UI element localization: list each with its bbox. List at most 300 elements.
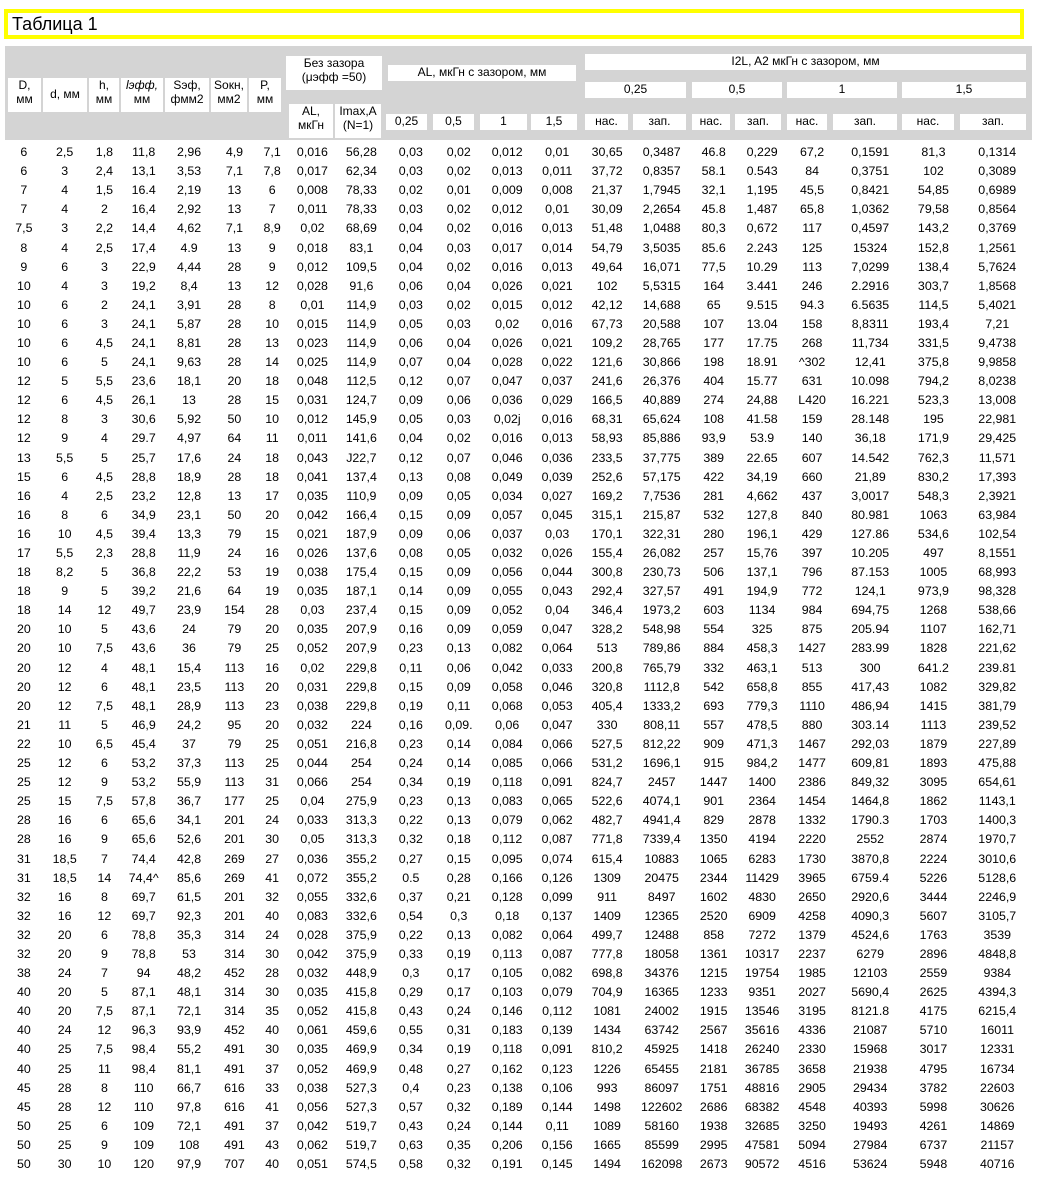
table-cell: 16.221 <box>851 393 890 408</box>
table-cell: 0,23 <box>398 641 423 656</box>
table-cell: 30 <box>57 1157 72 1172</box>
table-cell: 6 <box>20 164 28 179</box>
table-cell: 113 <box>802 259 822 274</box>
table-cell: 0,072 <box>296 870 328 885</box>
table-cell: 0,02 <box>446 259 471 274</box>
table-cell: 0,052 <box>296 1061 328 1076</box>
table-cell: 4941,4 <box>642 813 681 828</box>
table-cell: 1665 <box>593 1137 621 1152</box>
table-cell: 268 <box>801 335 823 350</box>
table-cell: 0,023 <box>296 335 328 350</box>
table-cell: 0,05 <box>398 412 423 427</box>
table-cell: 166,4 <box>345 507 377 522</box>
table-cell: 2567 <box>699 1023 728 1038</box>
table-cell: 1467 <box>798 736 826 751</box>
table-cell: 187,9 <box>345 526 377 541</box>
table-cell: 660 <box>801 469 823 484</box>
table-cell: 85,6 <box>176 870 202 885</box>
table-row <box>5 639 1032 658</box>
table-cell: 0,016 <box>491 259 523 274</box>
table-cell: 0,145 <box>541 1157 573 1172</box>
table-cell: 4 <box>100 660 108 675</box>
table-row <box>5 525 1032 544</box>
table-cell: 141,6 <box>345 431 377 446</box>
table-cell: 519,7 <box>345 1137 377 1152</box>
table-cell: 114,9 <box>346 297 377 312</box>
table-cell: 22,981 <box>978 412 1017 427</box>
table-cell: 72,1 <box>176 1118 202 1133</box>
table-cell: 0,139 <box>541 1023 573 1038</box>
table-cell: 0,04 <box>545 603 570 618</box>
table-cell: 0,32 <box>446 1157 471 1172</box>
table-cell: 5,7624 <box>978 259 1017 274</box>
table-cell: 1879 <box>919 736 948 751</box>
table-cell: 0,8421 <box>851 183 890 198</box>
table-cell: 18.91 <box>746 355 778 370</box>
table-cell: 114,9 <box>346 316 377 331</box>
table-cell: 164 <box>703 278 725 293</box>
table-cell: 54,85 <box>917 183 949 198</box>
table-cell: 0,1314 <box>978 145 1017 160</box>
table-cell: 0,041 <box>296 469 328 484</box>
table-cell: 80,3 <box>701 221 726 236</box>
table-cell: 0,064 <box>541 927 573 942</box>
table-cell: 205.94 <box>851 622 890 637</box>
table-cell: 10 <box>57 526 72 541</box>
table-cell: 20 <box>16 622 31 637</box>
table-cell: 4830 <box>748 889 776 904</box>
table-cell: 10 <box>16 355 31 370</box>
table-cell: 452 <box>224 966 245 981</box>
table-cell: 12,41 <box>854 355 886 370</box>
table-row <box>5 830 1032 849</box>
table-cell: 4548 <box>798 1099 826 1114</box>
table-cell: 0,02 <box>300 660 325 675</box>
table-cell: 0,3487 <box>642 145 681 160</box>
table-cell: 3,91 <box>176 297 202 312</box>
table-cell: 14 <box>57 603 72 618</box>
table-cell: 2 <box>100 202 108 217</box>
table-cell: 207,9 <box>345 622 377 637</box>
table-cell: 0,016 <box>541 412 573 427</box>
header-zap-4: зап. <box>960 114 1026 130</box>
table-cell: 95 <box>227 717 242 732</box>
table-cell: 0,11 <box>399 660 423 675</box>
table-cell: 452 <box>224 1023 245 1038</box>
table-cell: 0,55 <box>398 1023 423 1038</box>
table-cell: 0,106 <box>541 1080 573 1095</box>
table-cell: 331,5 <box>917 335 949 350</box>
table-cell: 28 <box>16 813 31 828</box>
table-cell: 0,052 <box>296 641 328 656</box>
table-cell: 4175 <box>919 1004 948 1019</box>
table-cell: 87.153 <box>851 565 890 580</box>
table-cell: 11,571 <box>978 450 1016 465</box>
table-cell: 1498 <box>593 1099 621 1114</box>
table-cell: 0,105 <box>491 966 523 981</box>
table-cell: 0,112 <box>492 832 523 847</box>
table-cell: 0,083 <box>296 908 328 923</box>
table-cell: 0,079 <box>541 985 573 1000</box>
table-cell: 27 <box>265 851 280 866</box>
table-cell: 355,2 <box>345 851 377 866</box>
table-cell: 87,1 <box>131 985 156 1000</box>
table-cell: 5 <box>100 985 108 1000</box>
table-cell: 28 <box>227 297 242 312</box>
table-cell: 2995 <box>699 1137 728 1152</box>
table-cell: 0,191 <box>491 1157 523 1172</box>
table-cell: 269 <box>224 851 245 866</box>
table-cell: L420 <box>798 393 826 408</box>
table-cell: 10.098 <box>851 374 890 389</box>
table-cell: 0,026 <box>491 278 523 293</box>
table-cell: 37,3 <box>176 756 202 771</box>
table-cell: 84 <box>805 164 819 179</box>
table-cell: 2344 <box>699 870 728 885</box>
table-cell: 15 <box>16 469 31 484</box>
table-cell: 292,03 <box>851 736 890 751</box>
table-cell: 1703 <box>919 813 948 828</box>
table-cell: 7 <box>268 202 276 217</box>
table-cell: 108 <box>178 1137 200 1152</box>
table-cell: 45.8 <box>701 202 726 217</box>
table-cell: 1143,1 <box>978 794 1016 809</box>
table-cell: 25,7 <box>131 450 156 465</box>
table-cell: 28.148 <box>851 412 890 427</box>
table-cell: 4258 <box>798 908 826 923</box>
table-row <box>5 181 1032 200</box>
table-cell: 9 <box>100 1137 108 1152</box>
table-cell: 0,038 <box>296 698 328 713</box>
table-cell: 0,17 <box>446 966 471 981</box>
table-cell: 0,01 <box>446 183 471 198</box>
table-cell: 2,3921 <box>978 488 1017 503</box>
table-cell: 32,1 <box>701 183 726 198</box>
table-cell: 0,018 <box>296 240 328 255</box>
table-cell: 0,166 <box>491 870 523 885</box>
table-cell: 41 <box>265 870 280 885</box>
table-cell: 0,33 <box>398 946 423 961</box>
table-cell: 12 <box>16 374 31 389</box>
table-cell: 1447 <box>699 775 728 790</box>
table-cell: 16 <box>16 526 31 541</box>
table-row <box>5 1002 1032 1021</box>
header-il-gap-1: 1 <box>787 82 897 98</box>
table-cell: 274 <box>703 393 725 408</box>
table-cell: 0,103 <box>491 985 523 1000</box>
table-cell: 0,047 <box>491 374 523 389</box>
table-cell: 0,06 <box>446 660 471 675</box>
table-cell: 1,5 <box>95 183 114 198</box>
table-cell: 463,1 <box>746 660 778 675</box>
table-cell: 0,011 <box>297 431 328 446</box>
table-cell: 0,34 <box>398 775 423 790</box>
table-cell: 1107 <box>920 622 947 637</box>
header-il-gap-15: 1,5 <box>902 82 1026 98</box>
table-cell: 196,1 <box>746 526 778 541</box>
table-cell: 2220 <box>798 832 826 847</box>
table-cell: 417,43 <box>851 679 890 694</box>
table-cell: 233,5 <box>591 450 623 465</box>
table-cell: 16 <box>57 908 72 923</box>
table-cell: 475,88 <box>978 756 1017 771</box>
table-cell: 0,11 <box>545 1118 569 1133</box>
table-cell: 631 <box>801 374 823 389</box>
table-cell: 0,137 <box>541 908 573 923</box>
table-cell: 2224 <box>919 851 948 866</box>
table-cell: 0,15 <box>398 603 423 618</box>
table-cell: 69,7 <box>131 908 156 923</box>
table-cell: 6 <box>100 927 108 942</box>
table-cell: 314 <box>224 985 245 1000</box>
table-cell: 21,6 <box>176 584 202 599</box>
table-cell: 698,8 <box>591 966 623 981</box>
table-cell: 35616 <box>744 1023 780 1038</box>
table-cell: 93,9 <box>701 431 726 446</box>
table-cell: 4 <box>61 488 69 503</box>
table-cell: 482,7 <box>591 813 623 828</box>
table-cell: 0,035 <box>296 584 328 599</box>
table-cell: 0,144 <box>491 1118 523 1133</box>
table-cell: 43,6 <box>131 641 156 656</box>
table-cell: 12 <box>57 775 72 790</box>
table-cell: 658,8 <box>746 679 778 694</box>
table-cell: 329,82 <box>978 679 1017 694</box>
table-cell: 19754 <box>744 966 780 981</box>
table-cell: 0,112 <box>542 1004 573 1019</box>
table-cell: 4090,3 <box>851 908 890 923</box>
table-cell: 79,58 <box>917 202 949 217</box>
table-cell: 35 <box>265 1004 280 1019</box>
table-cell: 497 <box>923 546 944 561</box>
table-cell: 0,13 <box>446 813 471 828</box>
table-cell: 0,24 <box>398 756 423 771</box>
table-cell: 155,4 <box>591 546 623 561</box>
table-cell: 64 <box>227 584 242 599</box>
table-cell: 37,72 <box>591 164 623 179</box>
table-cell: 693 <box>703 698 725 713</box>
table-cell: 486,94 <box>851 698 890 713</box>
table-cell: 0,028 <box>491 355 523 370</box>
table-cell: 1415 <box>919 698 948 713</box>
table-cell: 10 <box>97 1157 112 1172</box>
table-cell: 26,082 <box>642 546 681 561</box>
table-cell: 0,54 <box>398 908 423 923</box>
table-cell: 1332 <box>798 813 826 828</box>
table-cell: 37 <box>265 1118 280 1133</box>
table-cell: 12 <box>57 756 72 771</box>
table-cell: 79 <box>227 641 242 656</box>
table-cell: 1464,8 <box>851 794 890 809</box>
table-cell: 1110 <box>799 698 825 713</box>
table-cell: 1268 <box>919 603 948 618</box>
table-cell: 38 <box>16 966 31 981</box>
table-cell: 0,031 <box>296 393 328 408</box>
table-row <box>5 258 1032 277</box>
table-cell: 491 <box>224 1137 245 1152</box>
table-row <box>5 143 1032 162</box>
table-cell: 19493 <box>852 1118 888 1133</box>
table-cell: 4,5 <box>95 335 114 350</box>
table-cell: 24,2 <box>176 717 202 732</box>
table-cell: 0,037 <box>491 526 523 541</box>
table-cell: 16 <box>57 889 72 904</box>
table-cell: 1226 <box>593 1061 621 1076</box>
table-cell: 246 <box>801 278 823 293</box>
table-cell: 252,6 <box>591 469 623 484</box>
table-cell: 0,053 <box>541 698 573 713</box>
table-cell: 0,025 <box>296 355 328 370</box>
table-cell: 13 <box>227 183 242 198</box>
table-cell: 0,08 <box>398 546 423 561</box>
table-cell: 3,53 <box>176 164 202 179</box>
table-cell: 527,3 <box>345 1099 377 1114</box>
table-cell: 0,082 <box>491 927 523 942</box>
table-cell: 24,1 <box>131 316 156 331</box>
table-cell: 57,8 <box>131 794 156 809</box>
table-cell: 28,765 <box>642 335 681 350</box>
table-cell: 0,099 <box>541 889 573 904</box>
table-cell: 8,4 <box>180 278 198 293</box>
table-cell: 0,032 <box>296 966 328 981</box>
table-cell: 6 <box>100 1118 108 1133</box>
table-cell: 0,044 <box>296 756 328 771</box>
table-cell: 0,036 <box>541 450 573 465</box>
table-cell: 1,195 <box>746 183 778 198</box>
table-cell: 108 <box>703 412 725 427</box>
table-cell: 779,3 <box>746 698 778 713</box>
table-cell: 55,2 <box>176 1042 202 1057</box>
table-cell: 0,015 <box>296 316 328 331</box>
table-cell: 332,6 <box>345 889 377 904</box>
table-cell: 1915 <box>699 1004 728 1019</box>
table-cell: 2878 <box>748 813 776 828</box>
table-cell: 15 <box>265 526 280 541</box>
table-cell: 3195 <box>798 1004 826 1019</box>
table-cell: 0,19 <box>446 1042 471 1057</box>
table-cell: 0,23 <box>398 794 423 809</box>
table-cell: 5710 <box>919 1023 948 1038</box>
table-cell: 4 <box>100 431 108 446</box>
table-cell: 0,04 <box>446 278 471 293</box>
table-cell: 25 <box>265 641 280 656</box>
table-cell: 14,688 <box>642 297 681 312</box>
table-cell: 911 <box>597 889 618 904</box>
table-cell: 11 <box>97 1061 111 1076</box>
table-cell: 21157 <box>980 1137 1015 1152</box>
table-cell: 1696,1 <box>642 756 681 771</box>
table-cell: 24 <box>57 966 72 981</box>
table-cell: 158 <box>801 316 823 331</box>
table-cell: 14869 <box>980 1118 1015 1133</box>
table-cell: 0,04 <box>398 431 423 446</box>
table-cell: 2386 <box>798 775 826 790</box>
table-cell: 840 <box>801 507 823 522</box>
table-cell: 98,4 <box>131 1042 156 1057</box>
table-row <box>5 754 1032 773</box>
table-cell: 109 <box>133 1118 155 1133</box>
table-cell: 422 <box>703 469 725 484</box>
table-row <box>5 964 1032 983</box>
table-cell: 221,62 <box>978 641 1017 656</box>
table-cell: 20 <box>16 698 31 713</box>
table-cell: 0,028 <box>296 278 328 293</box>
table-cell: 239,52 <box>978 717 1017 732</box>
table-cell: 216,8 <box>345 736 377 751</box>
table-cell: 1730 <box>798 851 826 866</box>
table-cell: 2 <box>100 297 108 312</box>
table-cell: 0,03 <box>446 412 471 427</box>
table-cell: 7,5 <box>15 221 33 236</box>
table-cell: 79 <box>227 526 242 541</box>
table-cell: 159 <box>801 412 823 427</box>
table-cell: 0,12 <box>398 374 423 389</box>
table-cell: 5690,4 <box>851 985 890 1000</box>
table-cell: 0,06 <box>398 335 423 350</box>
table-cell: 0,09 <box>446 584 471 599</box>
header-al: AL, мкГн <box>289 104 333 138</box>
table-cell: 9,63 <box>176 355 202 370</box>
table-cell: 0,012 <box>541 297 573 312</box>
table-cell: 24 <box>182 622 196 637</box>
table-cell: 40393 <box>852 1099 888 1114</box>
table-cell: 30,6 <box>131 412 156 427</box>
table-cell: 10.29 <box>746 259 778 274</box>
table-cell: 0,035 <box>296 1042 328 1057</box>
table-cell: 1,8 <box>95 145 114 160</box>
table-cell: 0,15 <box>398 565 423 580</box>
table-cell: 0,062 <box>541 813 573 828</box>
table-cell: 20 <box>265 679 280 694</box>
table-cell: 32 <box>16 946 31 961</box>
table-cell: 548,98 <box>642 622 681 637</box>
table-cell: 325 <box>751 622 773 637</box>
table-cell: 523,3 <box>917 393 949 408</box>
table-cell: 40 <box>265 908 280 923</box>
table-cell: 12 <box>16 431 31 446</box>
table-cell: 43,6 <box>131 622 156 637</box>
table-cell: 224 <box>351 717 372 732</box>
table-cell: 0,046 <box>491 450 523 465</box>
table-cell: 113 <box>224 679 245 694</box>
table-cell: 27984 <box>852 1137 888 1152</box>
header-l-eff: lэфф, мм <box>121 78 163 112</box>
table-cell: 332,6 <box>345 908 377 923</box>
table-cell: 332 <box>703 660 725 675</box>
table-cell: 984 <box>801 603 823 618</box>
table-cell: 8,81 <box>176 335 202 350</box>
table-cell: 9 <box>61 431 69 446</box>
table-cell: 48,1 <box>131 660 156 675</box>
table-cell: 303,7 <box>917 278 949 293</box>
table-cell: 6 <box>100 507 108 522</box>
table-cell: 2905 <box>798 1080 826 1095</box>
table-cell: 0,017 <box>491 240 523 255</box>
table-cell: 1,0488 <box>642 221 681 236</box>
table-cell: 34,19 <box>746 469 778 484</box>
table-cell: 109,2 <box>591 335 623 350</box>
table-cell: 87,1 <box>131 1004 156 1019</box>
table-row <box>5 926 1032 945</box>
table-cell: 4,97 <box>176 431 202 446</box>
table-cell: 915 <box>703 756 725 771</box>
table-cell: 3,0017 <box>851 488 890 503</box>
table-cell: 283.99 <box>851 641 890 656</box>
table-cell: 193,4 <box>917 316 949 331</box>
table-cell: 280 <box>703 526 725 541</box>
table-cell: 10 <box>16 278 31 293</box>
table-cell: 313,3 <box>345 813 377 828</box>
